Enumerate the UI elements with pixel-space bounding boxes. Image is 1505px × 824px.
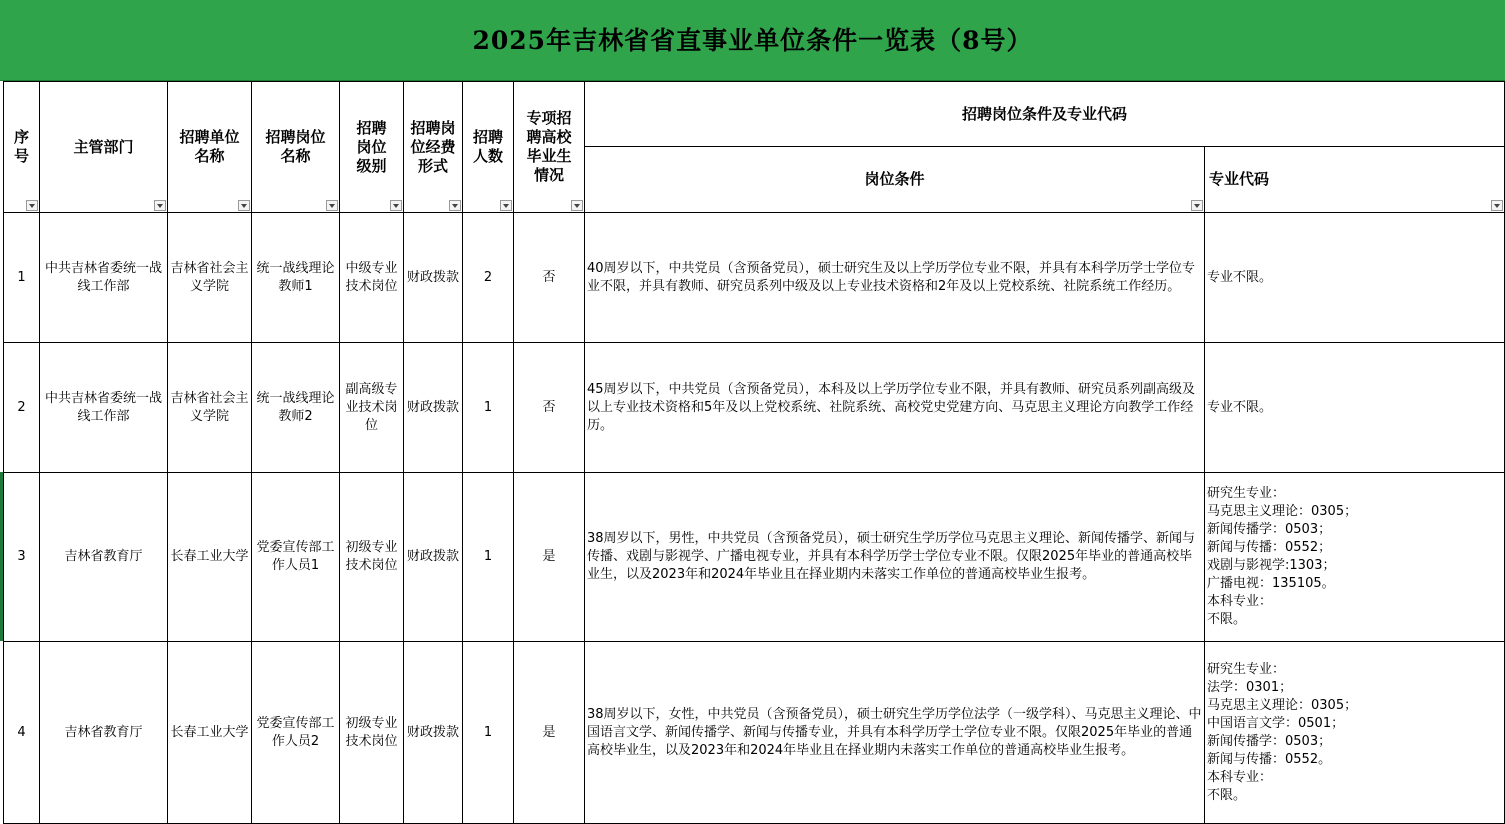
header-level: 招聘岗位级别 (340, 82, 404, 213)
cell-post[interactable]: 统一战线理论教师1 (252, 213, 340, 343)
cell-seq[interactable]: 3 (4, 473, 40, 642)
header-unit: 招聘单位名称 (168, 82, 252, 213)
cell-grad[interactable]: 否 (514, 343, 585, 473)
header-code: 专业代码 (1205, 147, 1505, 213)
cell-post[interactable]: 党委宣传部工作人员1 (252, 473, 340, 642)
filter-dropdown-icon[interactable] (326, 200, 338, 211)
cell-unit[interactable]: 吉林省社会主义学院 (168, 213, 252, 343)
code-line: 法学：0301； (1207, 679, 1293, 695)
cell-dept[interactable]: 中共吉林省委统一战线工作部 (40, 213, 168, 343)
code-line: 中国语言文学：0501； (1207, 715, 1345, 731)
cell-post[interactable]: 统一战线理论教师2 (252, 343, 340, 473)
code-line: 研究生专业： (1207, 486, 1286, 501)
cell-level[interactable]: 中级专业技术岗位 (340, 213, 404, 343)
cell-dept[interactable]: 吉林省教育厅 (40, 473, 168, 642)
table-row[interactable] (4, 343, 1505, 473)
filter-dropdown-icon[interactable] (26, 200, 38, 211)
cell-dept[interactable]: 吉林省教育厅 (40, 642, 168, 824)
filter-dropdown-icon[interactable] (154, 200, 166, 211)
filter-dropdown-icon[interactable] (1491, 200, 1503, 211)
filter-dropdown-icon[interactable] (238, 200, 250, 211)
filter-dropdown-icon[interactable] (390, 200, 402, 211)
code-line: 本科专业： (1207, 769, 1273, 785)
cell-cond[interactable]: 40周岁以下，中共党员（含预备党员），硕士研究生及以上学历学位专业不限，并具有本科学历学士学位专业不限，并具有教师、研究员系列中级及以上专业技术资格和2年及以上党校系统、社院系统工作经历。 (585, 213, 1205, 343)
code-line: 新闻与传播：0552。 (1207, 751, 1332, 767)
cell-grad[interactable]: 否 (514, 213, 585, 343)
cell-grad[interactable]: 是 (514, 473, 585, 642)
header-dept: 主管部门 (40, 82, 168, 213)
cell-code[interactable] (1205, 642, 1505, 824)
code-line: 不限。 (1207, 612, 1247, 627)
filter-dropdown-icon[interactable] (571, 200, 583, 211)
cell-level[interactable]: 初级专业技术岗位 (340, 642, 404, 824)
cell-level[interactable]: 副高级专业技术岗位 (340, 343, 404, 473)
cell-level[interactable]: 初级专业技术岗位 (340, 473, 404, 642)
cell-unit[interactable]: 长春工业大学 (168, 642, 252, 824)
cell-code[interactable] (1205, 473, 1505, 642)
cell-post[interactable]: 党委宣传部工作人员2 (252, 642, 340, 824)
recruitment-table (3, 81, 1505, 824)
cell-count[interactable]: 2 (463, 213, 514, 343)
filter-dropdown-icon[interactable] (1191, 200, 1203, 211)
code-line: 马克思主义理论：0305； (1207, 697, 1358, 713)
cell-unit[interactable]: 长春工业大学 (168, 473, 252, 642)
cell-count[interactable]: 1 (463, 473, 514, 642)
header-grad: 专项招聘高校毕业生情况 (514, 82, 585, 213)
sheet-title: 2025年吉林省省直事业单位条件一览表（8号） (472, 26, 1033, 55)
cell-funding[interactable]: 财政拨款 (404, 473, 463, 642)
header-funding: 招聘岗位经费形式 (404, 82, 463, 213)
cell-funding[interactable]: 财政拨款 (404, 213, 463, 343)
cell-seq[interactable]: 4 (4, 642, 40, 824)
header-count: 招聘人数 (463, 82, 514, 213)
cell-cond[interactable]: 38周岁以下，男性，中共党员（含预备党员），硕士研究生学历学位马克思主义理论、新闻传播学、新闻与传播、戏剧与影视学、广播电视专业，并具有本科学历学士学位专业不限。仅限2025年毕业的普通高校毕业生，以及2023年和2024年毕业且在择业期内未落实工作单位的普通高校毕业生报考。 (585, 473, 1205, 642)
code-line: 新闻与传播：0552； (1207, 540, 1332, 555)
cell-cond[interactable]: 38周岁以下，女性，中共党员（含预备党员），硕士研究生学历学位法学（一级学科）、马克思主义理论、中国语言文学、新闻传播学、新闻与传播专业，并具有本科学历学士学位专业不限。仅限2025年毕业的普通高校毕业生，以及2023年和2024年毕业且在择业期内未落实工作单位的普通高校毕业生报考。 (585, 642, 1205, 824)
cell-code[interactable] (1205, 343, 1505, 473)
table-row[interactable] (4, 473, 1505, 642)
code-line: 新闻传播学：0503； (1207, 522, 1332, 537)
cell-dept[interactable]: 中共吉林省委统一战线工作部 (40, 343, 168, 473)
header-cond: 岗位条件 (585, 147, 1205, 213)
header-post: 招聘岗位名称 (252, 82, 340, 213)
cell-code[interactable] (1205, 213, 1505, 343)
code-line: 研究生专业： (1207, 661, 1286, 677)
code-line: 不限。 (1207, 787, 1247, 803)
code-line: 马克思主义理论：0305； (1207, 504, 1358, 519)
code-line: 新闻传播学：0503； (1207, 733, 1332, 749)
cell-count[interactable]: 1 (463, 343, 514, 473)
code-line: 专业不限。 (1207, 269, 1273, 285)
code-line: 广播电视：135105。 (1207, 576, 1335, 591)
filter-dropdown-icon[interactable] (500, 200, 512, 211)
header-seq: 序号 (4, 82, 40, 213)
code-line: 戏剧与影视学:1303； (1207, 558, 1336, 573)
code-line: 专业不限。 (1207, 399, 1273, 415)
table-row[interactable] (4, 642, 1505, 824)
header-group: 招聘岗位条件及专业代码 (585, 82, 1505, 147)
cell-funding[interactable]: 财政拨款 (404, 642, 463, 824)
cell-seq[interactable]: 2 (4, 343, 40, 473)
cell-unit[interactable]: 吉林省社会主义学院 (168, 343, 252, 473)
cell-seq[interactable]: 1 (4, 213, 40, 343)
code-line: 本科专业： (1207, 594, 1273, 609)
cell-cond[interactable]: 45周岁以下，中共党员（含预备党员），本科及以上学历学位专业不限，并具有教师、研究员系列副高级及以上专业技术资格和5年及以上党校系统、社院系统、高校党史党建方向、马克思主义理论方向教学工作经历。 (585, 343, 1205, 473)
cell-grad[interactable]: 是 (514, 642, 585, 824)
cell-funding[interactable]: 财政拨款 (404, 343, 463, 473)
table-row[interactable] (4, 213, 1505, 343)
cell-count[interactable]: 1 (463, 642, 514, 824)
filter-dropdown-icon[interactable] (449, 200, 461, 211)
